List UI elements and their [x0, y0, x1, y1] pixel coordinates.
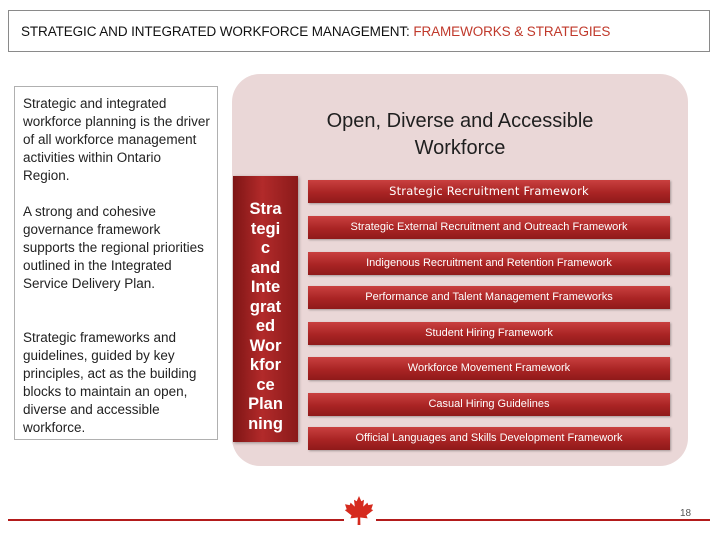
pillar-line: ce	[256, 375, 275, 394]
slide-title	[21, 24, 610, 39]
intro-paragraph-2: A strong and cohesive governance framework supports the regional priorities outlined in the Integrated Service Delivery Plan.	[23, 204, 204, 291]
panel-title-line-1: Open, Diverse and Accessible	[326, 110, 594, 132]
planning-pillar	[233, 176, 298, 442]
framework-bar-indigenous-recruitment: Indigenous Recruitment and Retention Framework	[308, 252, 670, 275]
pillar-line: ed	[255, 317, 276, 335]
pillar-line: grat	[249, 297, 282, 316]
pillar-line: Wor	[249, 336, 282, 355]
pillar-line: Inte	[250, 278, 281, 296]
slide-title-main: STRATEGIC AND INTEGRATED WORKFORCE MANAGEMENT:	[21, 24, 414, 39]
intro-paragraph-1: Strategic and integrated workforce planning is the driver of all workforce management activities within Ontario Region.	[23, 96, 210, 183]
intro-text-panel	[14, 86, 218, 440]
framework-bar-performance-talent: Performance and Talent Management Frameworks	[308, 286, 670, 309]
planning-pillar-label	[233, 200, 298, 434]
pillar-line: kfor	[249, 356, 282, 374]
framework-bar-casual-hiring: Casual Hiring Guidelines	[308, 393, 670, 416]
intro-paragraph-3: Strategic frameworks and guidelines, guided by key principles, act as the building blocks to maintain an open, diverse and accessible workforce.	[23, 330, 197, 435]
framework-bar-external-recruitment: Strategic External Recruitment and Outreach Framework	[308, 216, 670, 239]
footer-rule-left	[8, 519, 344, 521]
pillar-line: Plan	[248, 395, 283, 413]
panel-title-line-2: Workforce	[414, 137, 506, 159]
pillar-line: Stra	[249, 200, 282, 218]
pillar-line: and	[250, 258, 281, 277]
panel-title	[302, 108, 618, 162]
framework-bar-workforce-movement: Workforce Movement Framework	[308, 357, 670, 380]
maple-leaf-icon	[342, 494, 376, 528]
pillar-line: c	[260, 239, 271, 257]
framework-bar-official-languages: Official Languages and Skills Development Framework	[308, 427, 670, 450]
slide-title-box	[8, 10, 710, 52]
footer-rule-right	[376, 519, 710, 521]
framework-bar-strategic-recruitment: Strategic Recruitment Framework	[308, 180, 670, 203]
page-number: 18	[680, 508, 692, 519]
slide-title-accent: FRAMEWORKS & STRATEGIES	[413, 24, 611, 39]
framework-bar-student-hiring: Student Hiring Framework	[308, 322, 670, 345]
pillar-line: tegi	[250, 219, 281, 238]
pillar-line: ning	[248, 414, 283, 433]
